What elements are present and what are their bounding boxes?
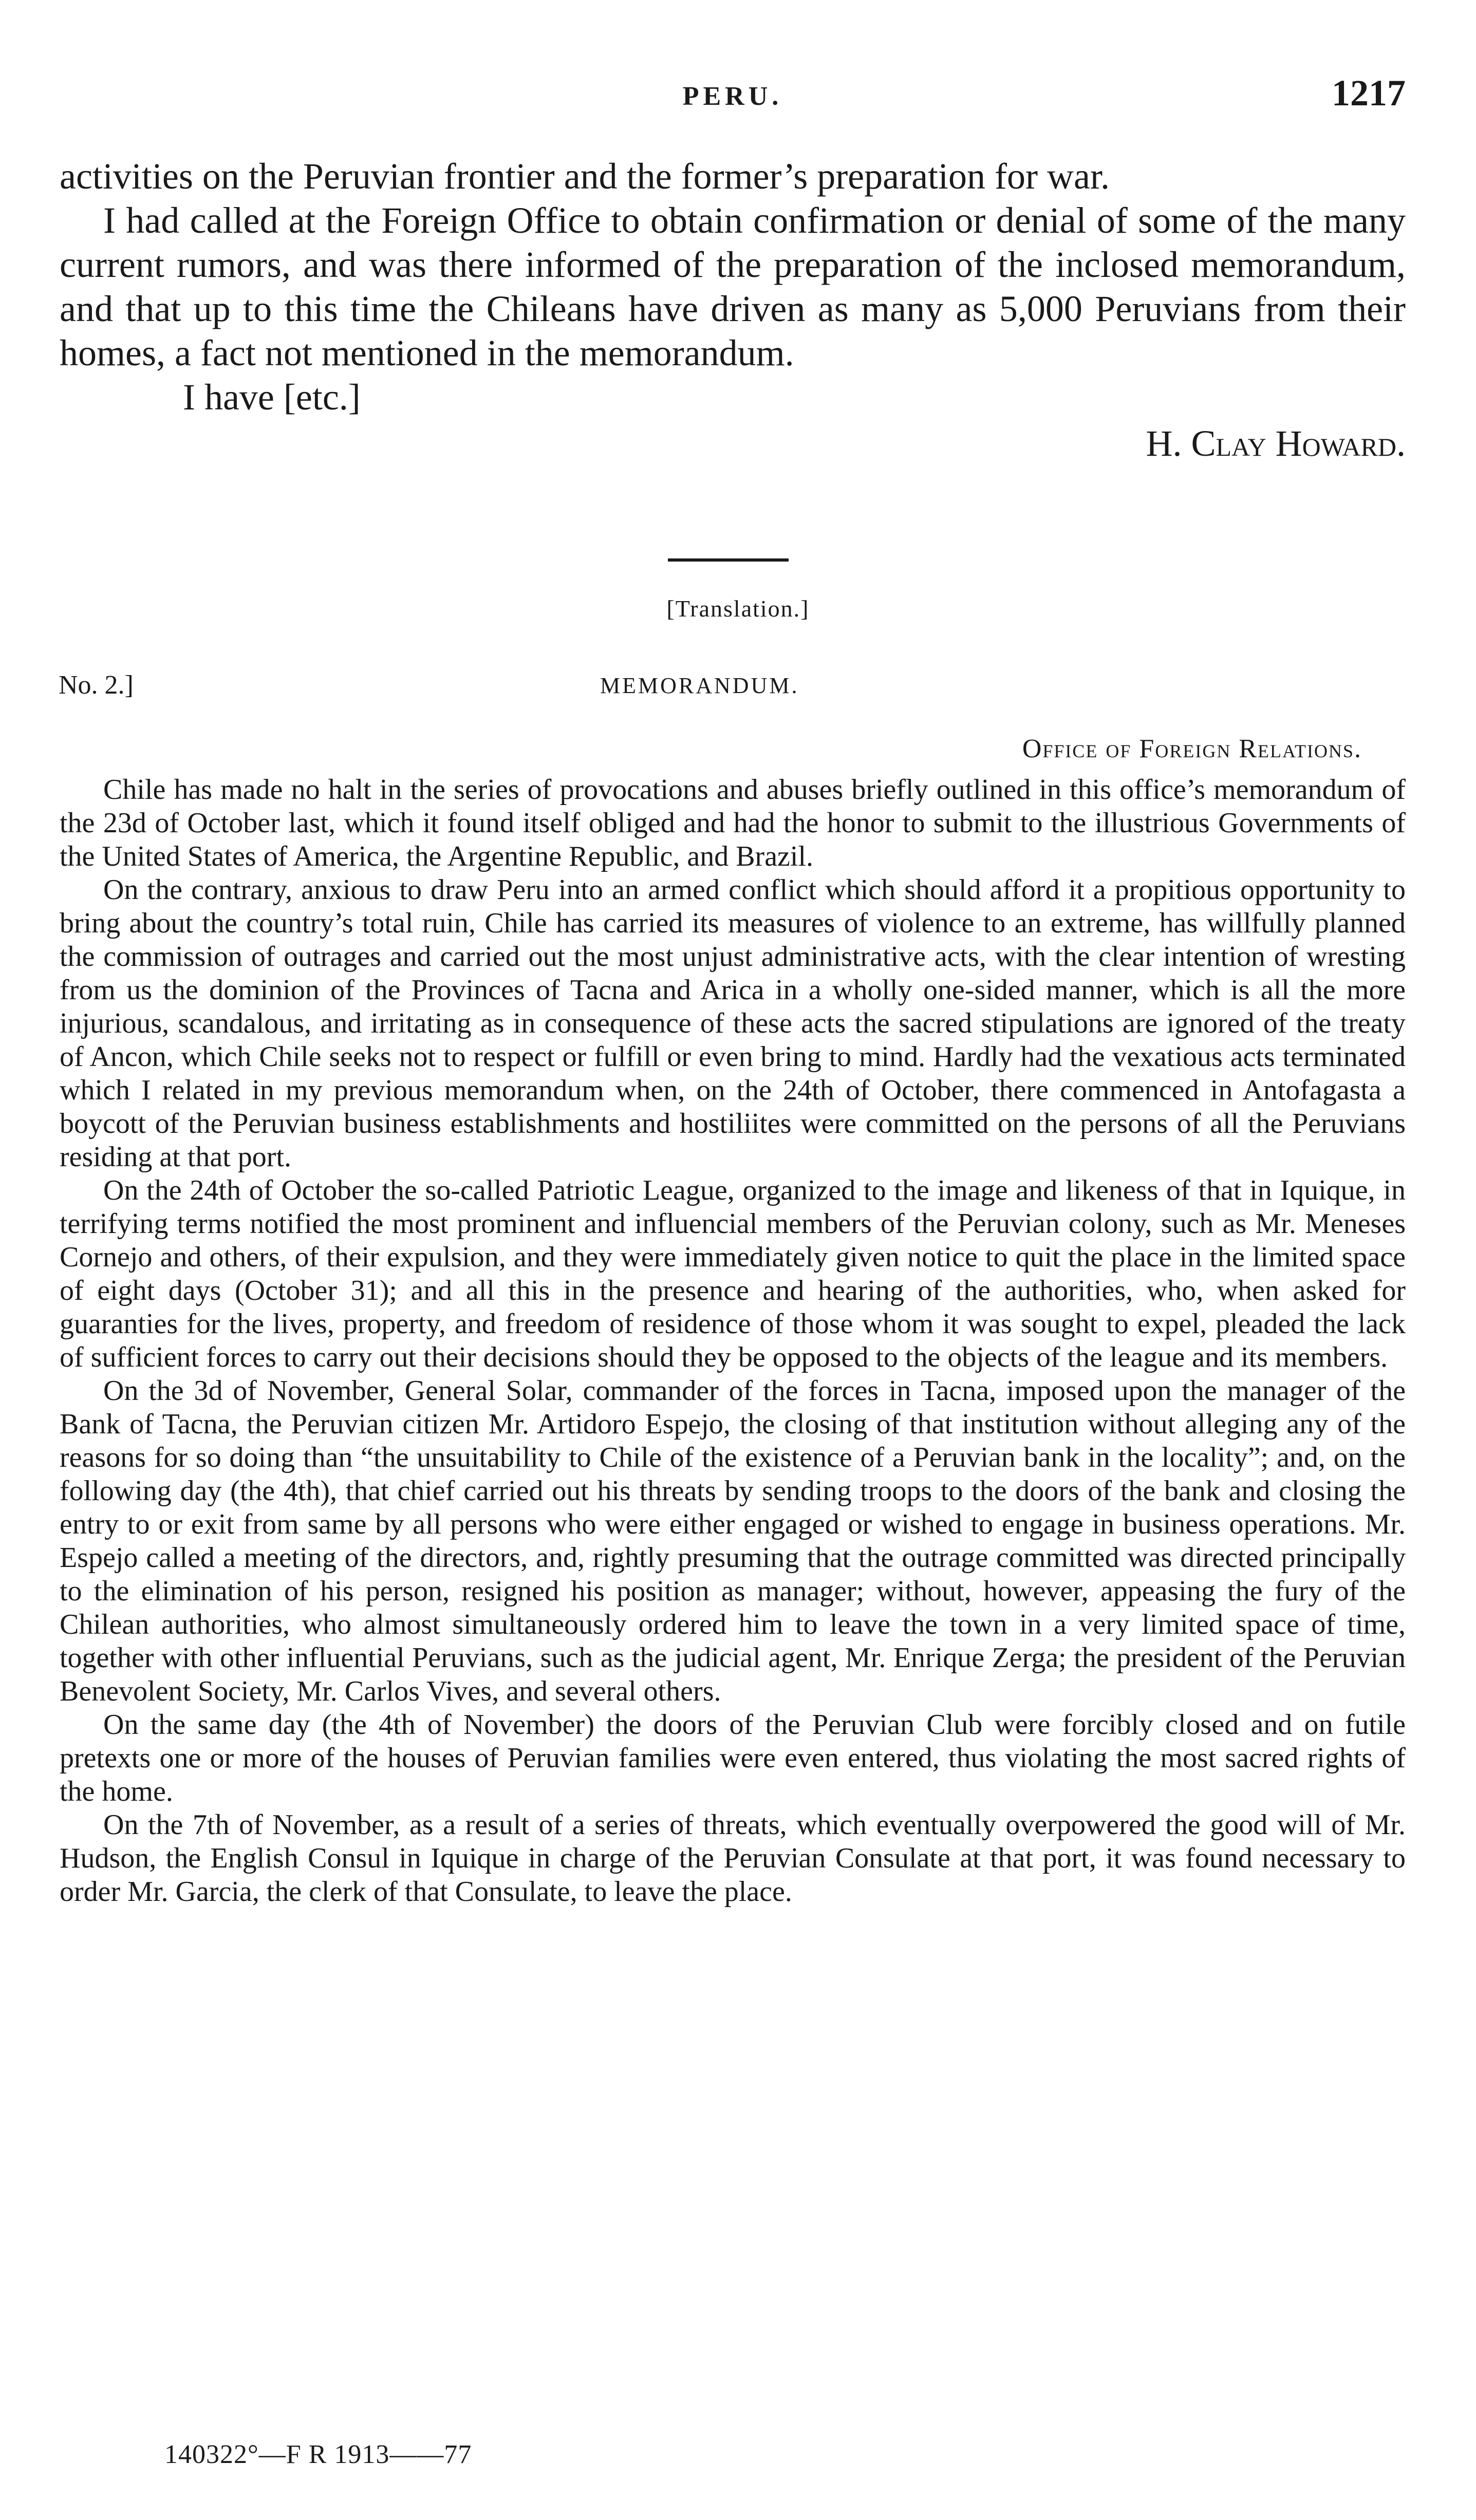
translation-note: [Translation.] (666, 595, 810, 622)
running-head-title: PERU. (682, 82, 783, 111)
section-divider (668, 558, 789, 562)
letter-paragraph: activities on the Peruvian frontier and the former’s preparation for war. (60, 156, 1110, 197)
memorandum-office: Office of Foreign Relations. (1022, 734, 1362, 763)
memorandum-paragraph: Chile has made no halt in the series of provocations and abuses briefly outlined in this office’s memorandum of the 23d of October last, which it found itself obliged and had the honor to submit to the illustrious Governments of the United States of America, the Argentine Republic, and Brazil. (60, 774, 1406, 872)
memorandum-paragraph: On the 3d of November, General Solar, commander of the forces in Tacna, imposed upon the manager of the Bank of Tacna, the Peruvian citizen Mr. Artidoro Espejo, the closing of that institution without alleging any of the reasons for so doing than “the unsuitability to Chile of the existence of a Peruvian bank in the locality”; and, on the following day (the 4th), that chief carried out his threats by sending troops to the doors of the bank and closing the entry to or exit from same by all persons who were either engaged or wished to engage in business operations. Mr. Espejo called a meeting of the directors, and, rightly presuming that the outrage committed was directed principally to the elimination of his person, resigned his position as manager; without, however, appeasing the fury of the Chilean authorities, who almost simultaneously ordered him to leave the town in a very limited space of time, together with other influential Peruvians, such as the judicial agent, Mr. Enrique Zerga; the president of the Peruvian Benevolent Society, Mr. Carlos Vives, and several others. (60, 1375, 1406, 1707)
enclosure-number: No. 2.] (59, 670, 134, 700)
memorandum-title: MEMORANDUM. (600, 673, 799, 698)
letter-signature: H. Clay Howard. (1146, 423, 1406, 464)
letter-paragraph: I had called at the Foreign Office to obtain confirmation or denial of some of the many current rumors, and was there informed of the preparation of the inclosed memorandum, and that up to this time the Chileans have driven as many as 5,000 Peruvians from their homes, a fact not mentioned in the memorandum. (60, 200, 1406, 374)
memorandum-body (60, 773, 1406, 1909)
page-number: 1217 (1332, 72, 1406, 114)
memorandum-paragraph: On the contrary, anxious to draw Peru into an armed conflict which should afford it a propitious opportunity to bring about the country’s total ruin, Chile has carried its measures of violence to an extreme, has willfully planned the commission of outrages and carried out the most unjust administrative acts, with the clear intention of wresting from us the dominion of the Provinces of Tacna and Arica in a wholly one-sided manner, which is all the more injurious, scandalous, and irritating as in consequence of these acts the sacred stipulations are ignored of the treaty of Ancon, which Chile seeks not to respect or fulfill or even bring to mind. Hardly had the vexatious acts terminated which I related in my previous memorandum when, on the 24th of October, there commenced in Antofagasta a boycott of the Peruvian business establishments and hostiliites were committed on the persons of all the Peruvians residing at that port. (60, 874, 1406, 1173)
memorandum-paragraph: On the 7th of November, as a result of a series of threats, which eventually overpowered the good will of Mr. Hudson, the English Consul in Iquique in charge of the Peruvian Consulate at that port, it was found necessary to order Mr. Garcia, the clerk of that Consulate, to leave the place. (60, 1809, 1406, 1908)
printer-signature-mark: 140322°—F R 1913——77 (164, 2440, 472, 2469)
letter-body (60, 154, 1406, 466)
memorandum-paragraph: On the 24th of October the so-called Patriotic League, organized to the image and likeness of that in Iquique, in terrifying terms notified the most prominent and influencial members of the Peruvian colony, such as Mr. Meneses Cornejo and others, of their expulsion, and they were immediately given notice to quit the place in the limited space of eight days (October 31); and all this in the presence and hearing of the authorities, who, when asked for guaranties for the lives, property, and freedom of residence of those whom it was sought to expel, pleaded the lack of sufficient forces to carry out their decisions should they be opposed to the objects of the league and its members. (60, 1174, 1406, 1373)
running-head (60, 72, 1406, 118)
letter-closing: I have [etc.] (183, 377, 361, 418)
memorandum-paragraph: On the same day (the 4th of November) the doors of the Peruvian Club were forcibly closed and on futile pretexts one or more of the houses of Peruvian families were even entered, thus violating the most sacred rights of the home. (60, 1709, 1406, 1807)
